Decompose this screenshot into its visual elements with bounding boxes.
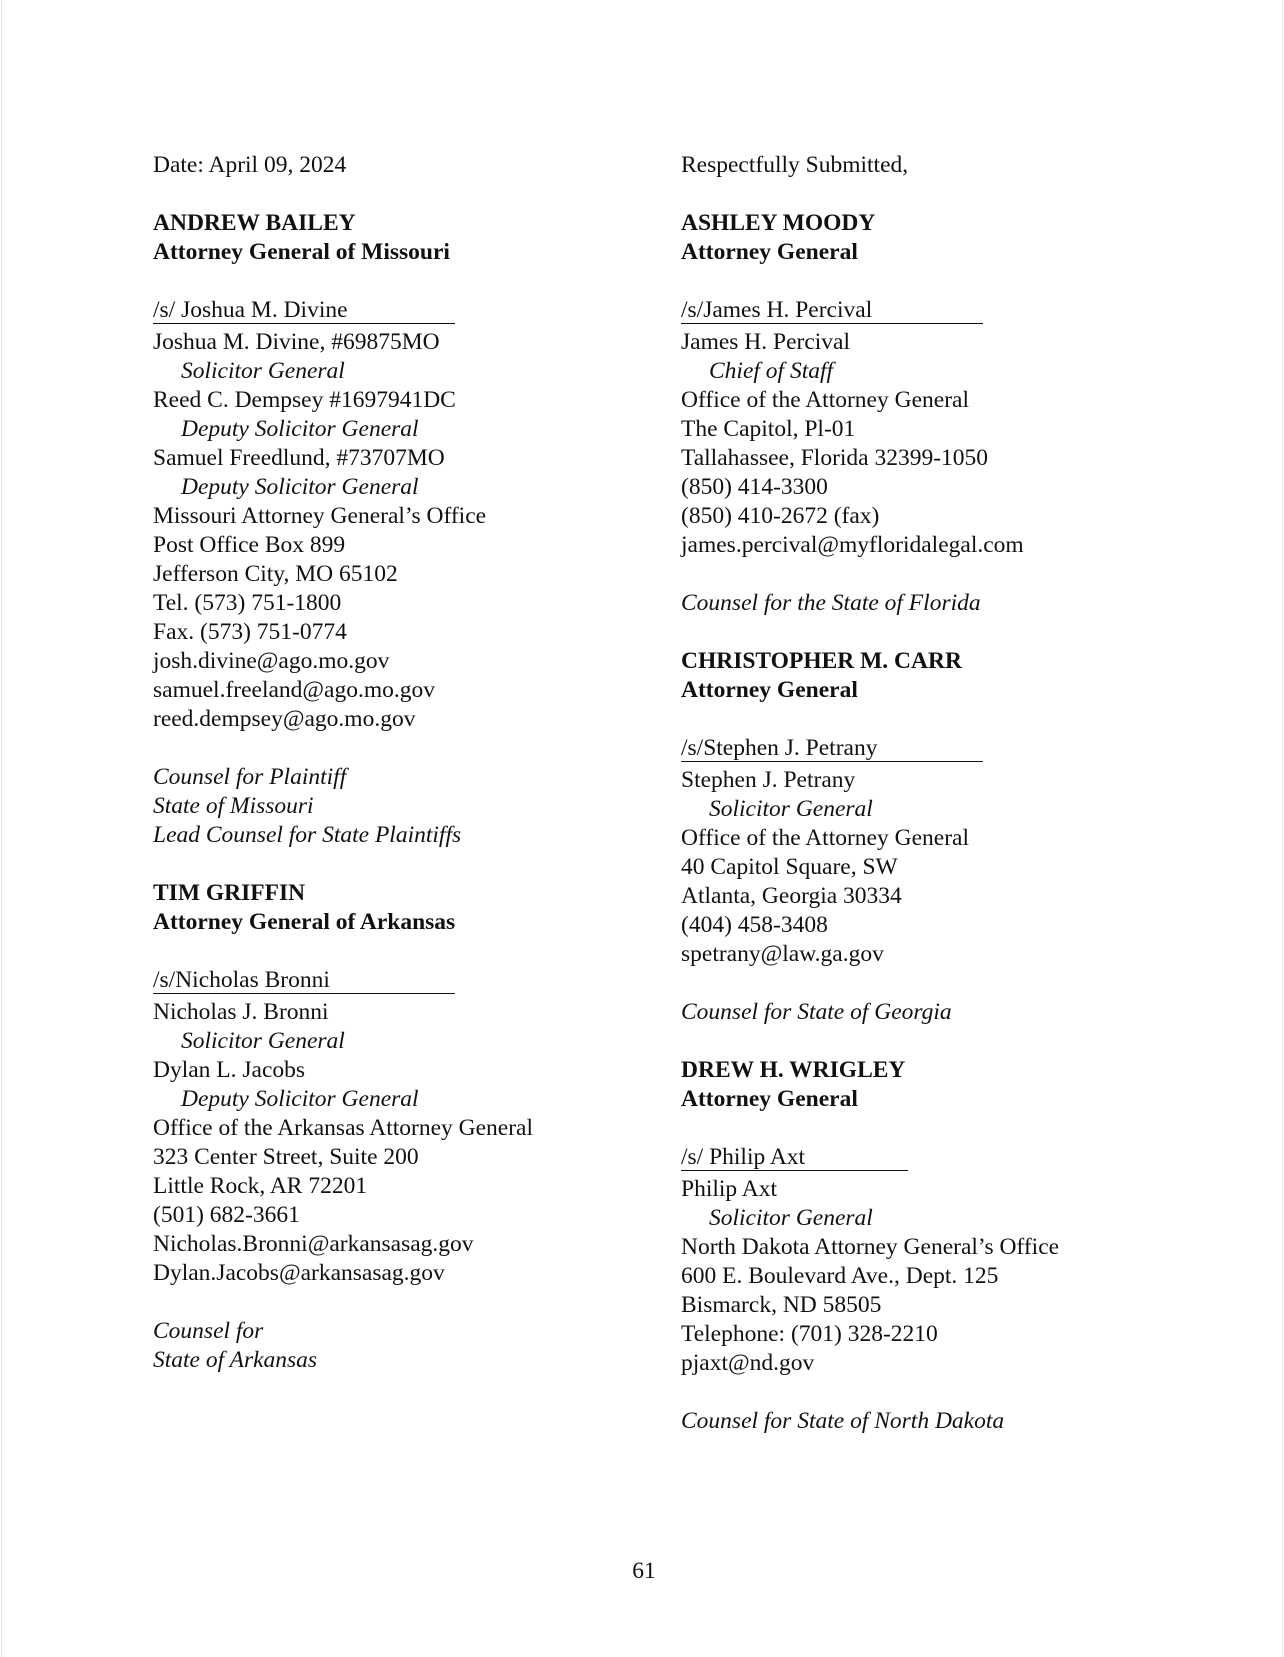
spacer: [153, 850, 653, 879]
spacer: [681, 1114, 1241, 1143]
spacer: [681, 267, 1241, 296]
contact-line: Missouri Attorney General’s Office: [153, 503, 487, 529]
right-column: [681, 151, 1241, 1436]
counsel-line: Counsel for: [153, 1318, 264, 1344]
contact-line: (404) 458-3408: [681, 912, 828, 938]
contact-line: Tallahassee, Florida 32399-1050: [681, 445, 989, 471]
signature-block-missouri: [153, 209, 653, 850]
signature-block-arkansas: [153, 879, 653, 1375]
signature-line: /s/ Joshua M. Divine: [153, 298, 455, 324]
counsel-line: Counsel for the State of Florida: [681, 590, 981, 616]
position-title: Solicitor General: [709, 796, 873, 822]
page-number: 61: [632, 1558, 656, 1584]
ag-name: TIM GRIFFIN: [153, 880, 306, 906]
spacer: [153, 734, 653, 763]
ag-name: CHRISTOPHER M. CARR: [681, 648, 962, 674]
ag-title: Attorney General of Arkansas: [153, 909, 456, 935]
signature-block-florida: [681, 209, 1241, 618]
contact-line: (850) 414-3300: [681, 474, 828, 500]
contact-line: 323 Center Street, Suite 200: [153, 1144, 419, 1170]
contact-line: The Capitol, Pl-01: [681, 416, 856, 442]
ag-name: ASHLEY MOODY: [681, 210, 876, 236]
spacer: [681, 705, 1241, 734]
contact-line: 40 Capitol Square, SW: [681, 854, 898, 880]
ag-title: Attorney General: [681, 1086, 858, 1112]
counsel-line: State of Missouri: [153, 793, 314, 819]
contact-lines: [681, 766, 1241, 969]
contact-line: Bismarck, ND 58505: [681, 1292, 882, 1318]
position-title: Solicitor General: [181, 358, 345, 384]
position-title: Deputy Solicitor General: [181, 1086, 419, 1112]
contact-lines: [681, 1175, 1241, 1378]
contact-line: (501) 682-3661: [153, 1202, 300, 1228]
counsel-line: Counsel for State of Georgia: [681, 999, 952, 1025]
contact-line: Reed C. Dempsey #1697941DC: [153, 387, 456, 413]
spacer: [153, 267, 653, 296]
ag-title: Attorney General: [681, 677, 858, 703]
ag-title: Attorney General of Missouri: [153, 239, 450, 265]
contact-lines: [153, 328, 653, 734]
contact-line: pjaxt@nd.gov: [681, 1350, 815, 1376]
signature-line: /s/Nicholas Bronni: [153, 968, 455, 994]
ag-name: ANDREW BAILEY: [153, 210, 356, 236]
ag-name: DREW H. WRIGLEY: [681, 1057, 906, 1083]
counsel-line: Counsel for State of North Dakota: [681, 1408, 1005, 1434]
spacer: [681, 180, 1241, 209]
counsel-line: Counsel for Plaintiff: [153, 764, 347, 790]
contact-line: Nicholas.Bronni@arkansasag.gov: [153, 1231, 474, 1257]
contact-line: james.percival@myfloridalegal.com: [681, 532, 1024, 558]
counsel-line: State of Arkansas: [153, 1347, 318, 1373]
position-title: Deputy Solicitor General: [181, 474, 419, 500]
contact-line: Office of the Attorney General: [681, 387, 969, 413]
contact-line: Office of the Attorney General: [681, 825, 969, 851]
contact-line: Telephone: (701) 328-2210: [681, 1321, 938, 1347]
position-title: Chief of Staff: [709, 358, 834, 384]
contact-line: Stephen J. Petrany: [681, 767, 856, 793]
counsel-designation: [153, 763, 653, 850]
spacer: [681, 969, 1241, 998]
left-column: [153, 151, 653, 1375]
contact-line: Dylan.Jacobs@arkansasag.gov: [153, 1260, 445, 1286]
counsel-designation: [681, 1407, 1241, 1436]
signature-block-north-dakota: [681, 1056, 1241, 1436]
contact-line: 600 E. Boulevard Ave., Dept. 125: [681, 1263, 999, 1289]
signature-line: /s/Stephen J. Petrany: [681, 736, 983, 762]
spacer: [153, 937, 653, 966]
contact-line: josh.divine@ago.mo.gov: [153, 648, 390, 674]
counsel-designation: [153, 1317, 653, 1375]
contact-line: spetrany@law.ga.gov: [681, 941, 884, 967]
spacer: [681, 560, 1241, 589]
contact-line: Samuel Freedlund, #73707MO: [153, 445, 445, 471]
ag-title: Attorney General: [681, 239, 858, 265]
signature-line: /s/James H. Percival: [681, 298, 983, 324]
contact-line: Little Rock, AR 72201: [153, 1173, 368, 1199]
contact-lines: [153, 998, 653, 1288]
counsel-designation: [681, 998, 1241, 1027]
contact-line: reed.dempsey@ago.mo.gov: [153, 706, 416, 732]
contact-line: Office of the Arkansas Attorney General: [153, 1115, 534, 1141]
contact-line: Atlanta, Georgia 30334: [681, 883, 902, 909]
contact-line: samuel.freeland@ago.mo.gov: [153, 677, 436, 703]
contact-line: Fax. (573) 751-0774: [153, 619, 347, 645]
contact-line: Philip Axt: [681, 1176, 777, 1202]
contact-line: Joshua M. Divine, #69875MO: [153, 329, 440, 355]
position-title: Solicitor General: [709, 1205, 873, 1231]
closing-line: Respectfully Submitted,: [681, 152, 909, 178]
spacer: [153, 180, 653, 209]
contact-line: Post Office Box 899: [153, 532, 346, 558]
counsel-designation: [681, 589, 1241, 618]
position-title: Solicitor General: [181, 1028, 345, 1054]
contact-line: North Dakota Attorney General’s Office: [681, 1234, 1060, 1260]
contact-line: James H. Percival: [681, 329, 851, 355]
contact-line: Dylan L. Jacobs: [153, 1057, 306, 1083]
signature-line: /s/ Philip Axt: [681, 1145, 908, 1171]
signature-block-georgia: [681, 647, 1241, 1027]
position-title: Deputy Solicitor General: [181, 416, 419, 442]
contact-line: Jefferson City, MO 65102: [153, 561, 398, 587]
spacer: [681, 1027, 1241, 1056]
contact-line: (850) 410-2672 (fax): [681, 503, 880, 529]
contact-line: Nicholas J. Bronni: [153, 999, 329, 1025]
document-page: [1, 0, 1283, 1657]
contact-lines: [681, 328, 1241, 560]
contact-line: Tel. (573) 751-1800: [153, 590, 342, 616]
spacer: [153, 1288, 653, 1317]
spacer: [681, 1378, 1241, 1407]
spacer: [681, 618, 1241, 647]
date-line: Date: April 09, 2024: [153, 152, 347, 178]
counsel-line: Lead Counsel for State Plaintiffs: [153, 822, 462, 848]
